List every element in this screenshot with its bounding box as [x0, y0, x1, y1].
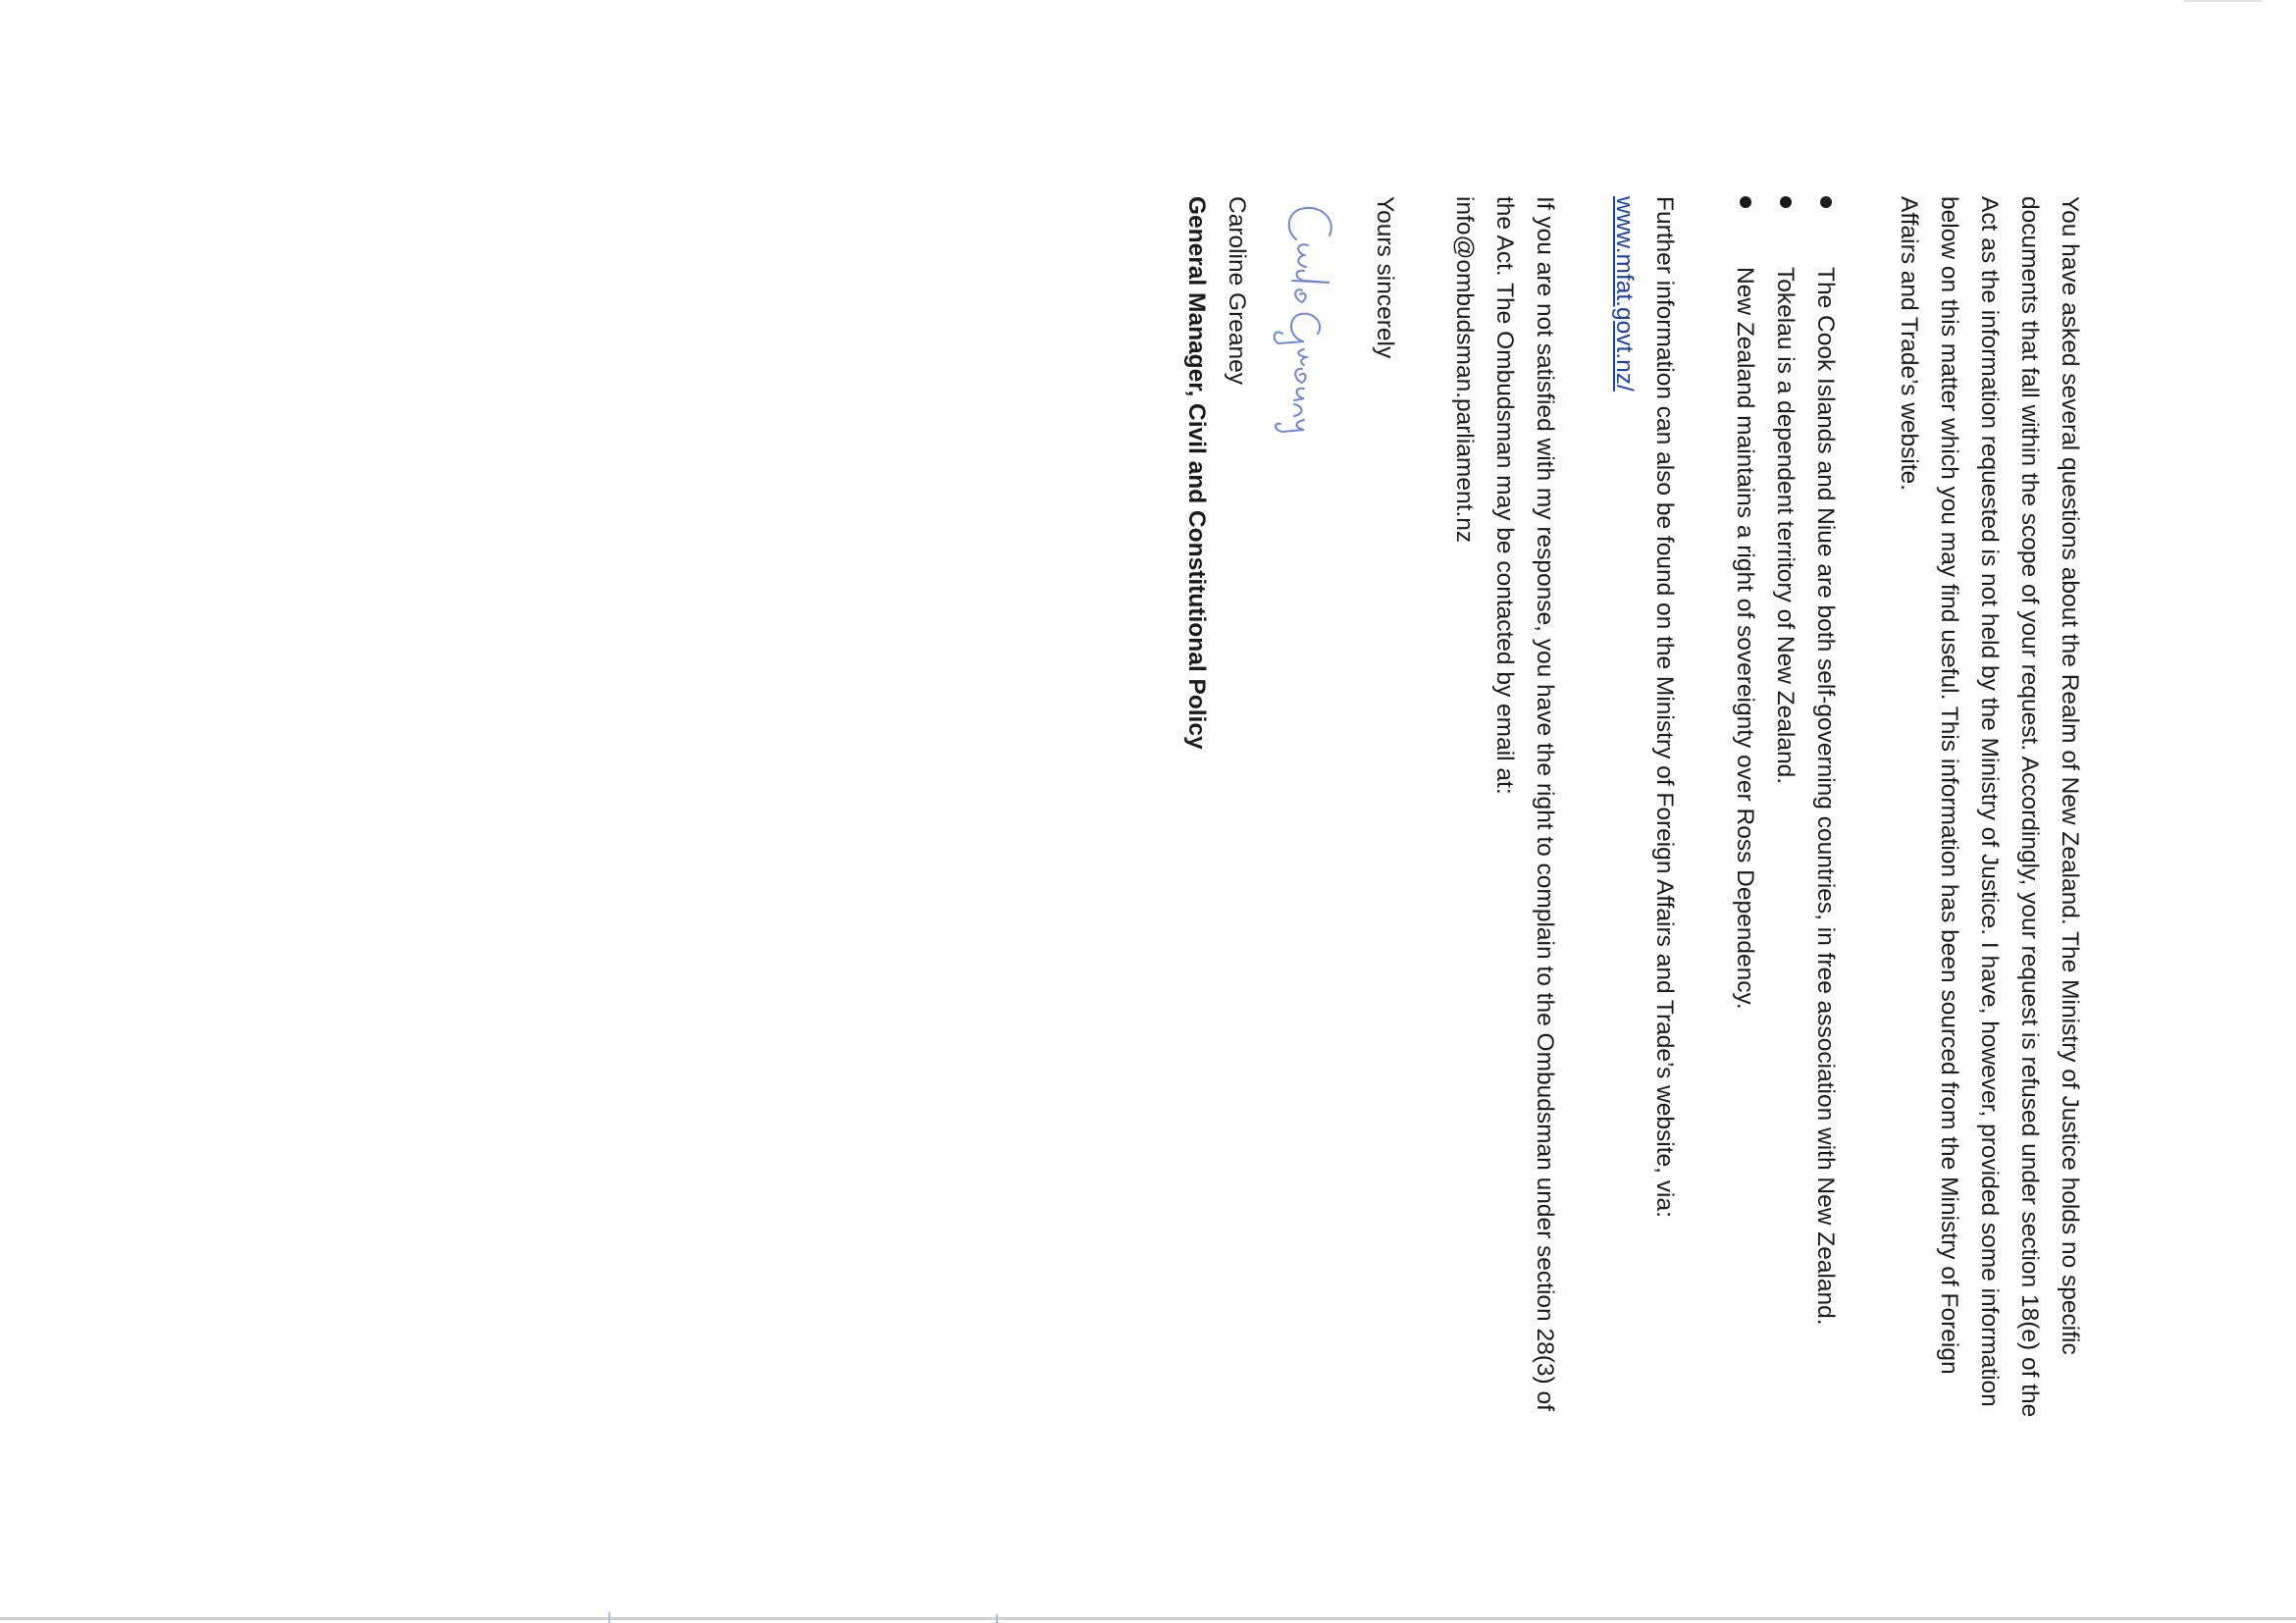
- paragraph-realm-request: You have asked several questions about the Realm of New Zealand. The Ministry of Justice holds no specific documents that fall within the scope of your request. Accordingly, your request is refused under section 18(e) of the Act as the information requested is not held by the Ministry of Justice. I have, however, provided some information below on this matter which you may find useful. This information has been sourced from the Ministry of Foreign Affairs and Trade’s website.: [1896, 196, 2083, 1418]
- scan-artifact: [996, 1614, 998, 1623]
- scan-artifact: [608, 1612, 610, 1623]
- handwritten-signature: [1269, 196, 1347, 550]
- list-item: [1725, 196, 1765, 1433]
- bullet-text: New Zealand maintains a right of sovereignty over Ross Dependency.: [1732, 267, 1758, 1010]
- letter-body: [1176, 196, 2090, 1433]
- closing-salutation: Yours sincerely: [1372, 196, 1398, 359]
- ombudsman-email: info@ombudsman.parliament.nz: [1451, 196, 1478, 544]
- paragraph-ombudsman: [1444, 196, 1565, 1433]
- complaint-text: If you are not satisfied with my response, you have the right to complain to the Ombudsman under section 28(3) of the Act. The Ombudsman may be contacted by email at:: [1491, 196, 1558, 1411]
- bullet-text: Tokelau is a dependent territory of New Zealand.: [1772, 267, 1799, 785]
- list-item: [1805, 196, 1846, 1433]
- mfat-website-link[interactable]: www.mfat.govt.nz/: [1611, 196, 1638, 392]
- paragraph-further-info: [1604, 196, 1685, 1433]
- bullet-icon: [1820, 196, 1832, 208]
- further-info-text: Further information can also be found on the Ministry of Foreign Affairs and Trade’s website, via:: [1651, 196, 1678, 1218]
- bullet-icon: [1740, 196, 1751, 208]
- signatory-name: Caroline Greaney: [1224, 196, 1250, 386]
- bullet-list: [1725, 196, 1846, 1433]
- bullet-icon: [1780, 196, 1792, 208]
- list-item: [1765, 196, 1805, 1433]
- scan-edge: [0, 1617, 2296, 1620]
- scan-artifact: [2183, 0, 2262, 2]
- signatory-title: General Manager, Civil and Constitutional Policy: [1183, 196, 1210, 750]
- bullet-text: The Cook Islands and Niue are both self-governing countries, in free association with New Zealand.: [1812, 267, 1839, 1326]
